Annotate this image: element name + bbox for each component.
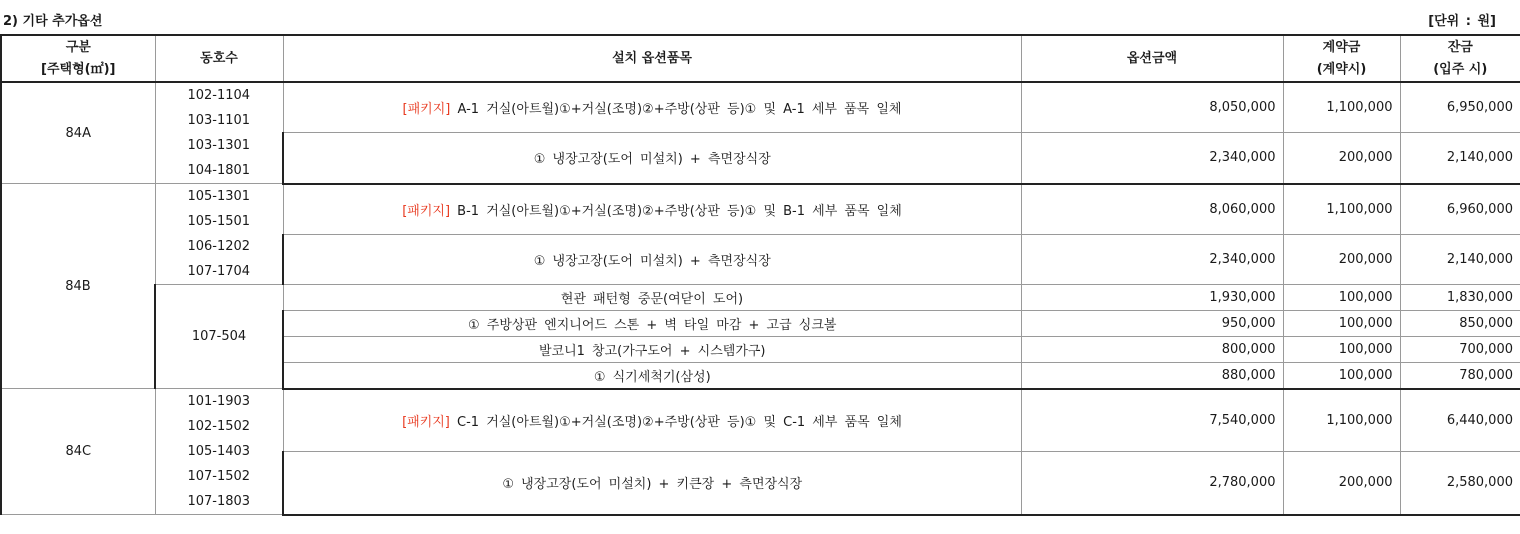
- unit-cell: [155, 389, 283, 515]
- header-item: 설치 옵션품목: [283, 35, 1021, 82]
- type-cell: 84C: [1, 389, 155, 515]
- unit-number: 101-1903: [187, 394, 251, 409]
- unit-number: 105-1301: [187, 189, 251, 204]
- type-cell: 84A: [1, 82, 155, 184]
- header-unit: 동호수: [155, 35, 283, 82]
- deposit-cell: 200,000: [1283, 133, 1400, 184]
- item-cell: ① 냉장고장(도어 미설치) + 측면장식장: [283, 234, 1021, 285]
- balance-cell: 6,960,000: [1400, 184, 1520, 235]
- deposit-cell: 200,000: [1283, 234, 1400, 285]
- unit-number: 105-1403: [187, 444, 251, 459]
- package-tag: [패키지]: [402, 203, 451, 219]
- option-table: [0, 34, 1520, 516]
- package-tag: [패키지]: [402, 414, 450, 430]
- price-cell: 8,060,000: [1021, 184, 1283, 235]
- balance-cell: 6,950,000: [1400, 82, 1520, 133]
- unit-number: 104-1801: [187, 163, 251, 178]
- item-cell: ① 주방상판 엔지니어드 스톤 + 벽 타일 마감 + 고급 싱크볼: [283, 311, 1021, 337]
- caption-row: [0, 0, 1520, 34]
- table-body: [1, 82, 1520, 515]
- deposit-cell: 1,100,000: [1283, 389, 1400, 452]
- deposit-cell: 1,100,000: [1283, 82, 1400, 133]
- unit-number: 102-1502: [187, 419, 251, 434]
- item-text: C-1 거실(아트월)①+거실(조명)②+주방(상판 등)① 및 C-1 세부 품목 일체: [449, 414, 902, 430]
- unit-number: 106-1202: [187, 239, 251, 254]
- type-cell: 84B: [1, 184, 155, 389]
- price-cell: 2,340,000: [1021, 234, 1283, 285]
- item-cell: 발코니1 창고(가구도어 + 시스템가구): [283, 337, 1021, 363]
- unit-number: 103-1301: [187, 138, 251, 153]
- balance-cell: 850,000: [1400, 311, 1520, 337]
- balance-cell: 2,140,000: [1400, 133, 1520, 184]
- item-cell: ① 냉장고장(도어 미설치) + 키큰장 + 측면장식장: [283, 452, 1021, 515]
- balance-cell: 2,580,000: [1400, 452, 1520, 515]
- item-text: B-1 거실(아트월)①+거실(조명)②+주방(상판 등)① 및 B-1 세부 품목 일체: [450, 203, 902, 219]
- deposit-cell: 1,100,000: [1283, 184, 1400, 235]
- table-row: [1, 285, 1520, 311]
- table-row: [1, 389, 1520, 452]
- header-balance-line2: (입주 시): [1433, 61, 1488, 77]
- balance-cell: 6,440,000: [1400, 389, 1520, 452]
- unit-number: 103-1101: [187, 113, 251, 128]
- price-cell: 7,540,000: [1021, 389, 1283, 452]
- balance-cell: 2,140,000: [1400, 234, 1520, 285]
- price-cell: 2,780,000: [1021, 452, 1283, 515]
- balance-cell: 700,000: [1400, 337, 1520, 363]
- deposit-cell: 100,000: [1283, 311, 1400, 337]
- header-price: 옵션금액: [1021, 35, 1283, 82]
- deposit-cell: 200,000: [1283, 452, 1400, 515]
- balance-cell: 1,830,000: [1400, 285, 1520, 311]
- unit-number: 107-1502: [187, 469, 251, 484]
- header-deposit-line1: 계약금: [1322, 39, 1361, 55]
- unit-cell: [155, 82, 283, 184]
- header-type: [1, 35, 155, 82]
- table-row: [1, 184, 1520, 235]
- item-cell: 현관 패턴형 중문(여닫이 도어): [283, 285, 1021, 311]
- header-deposit: [1283, 35, 1400, 82]
- item-text: A-1 거실(아트월)①+거실(조명)②+주방(상판 등)① 및 A-1 세부 품목 일체: [450, 102, 902, 118]
- unit-number: 105-1501: [187, 214, 251, 229]
- price-cell: 880,000: [1021, 363, 1283, 389]
- item-cell: ① 식기세척기(삼성): [283, 363, 1021, 389]
- item-cell: [283, 389, 1021, 452]
- unit-number: 102-1104: [187, 88, 251, 103]
- balance-cell: 780,000: [1400, 363, 1520, 389]
- item-cell: [283, 184, 1021, 235]
- price-cell: 8,050,000: [1021, 82, 1283, 133]
- section-title: 2) 기타 추가옵션: [3, 14, 103, 29]
- price-cell: 950,000: [1021, 311, 1283, 337]
- price-cell: 1,930,000: [1021, 285, 1283, 311]
- header-balance-line1: 잔금: [1447, 39, 1473, 55]
- item-cell: ① 냉장고장(도어 미설치) + 측면장식장: [283, 133, 1021, 184]
- table-row: [1, 82, 1520, 133]
- unit-number: 107-1803: [187, 494, 251, 509]
- header-type-line1: 구분: [65, 39, 91, 55]
- deposit-cell: 100,000: [1283, 285, 1400, 311]
- deposit-cell: 100,000: [1283, 337, 1400, 363]
- price-cell: 2,340,000: [1021, 133, 1283, 184]
- unit-number: 107-1704: [187, 264, 251, 279]
- table-header-row: [1, 35, 1520, 82]
- package-tag: [패키지]: [402, 102, 451, 118]
- header-type-line2: [주택형(㎡)]: [41, 61, 116, 77]
- price-cell: 800,000: [1021, 337, 1283, 363]
- unit-cell: [155, 285, 283, 389]
- unit-number: 107-504: [191, 329, 247, 344]
- unit-note: [단위 : 원]: [1428, 14, 1496, 29]
- deposit-cell: 100,000: [1283, 363, 1400, 389]
- header-deposit-line2: (계약시): [1316, 61, 1367, 77]
- unit-cell: [155, 184, 283, 285]
- header-balance: [1400, 35, 1520, 82]
- item-cell: [283, 82, 1021, 133]
